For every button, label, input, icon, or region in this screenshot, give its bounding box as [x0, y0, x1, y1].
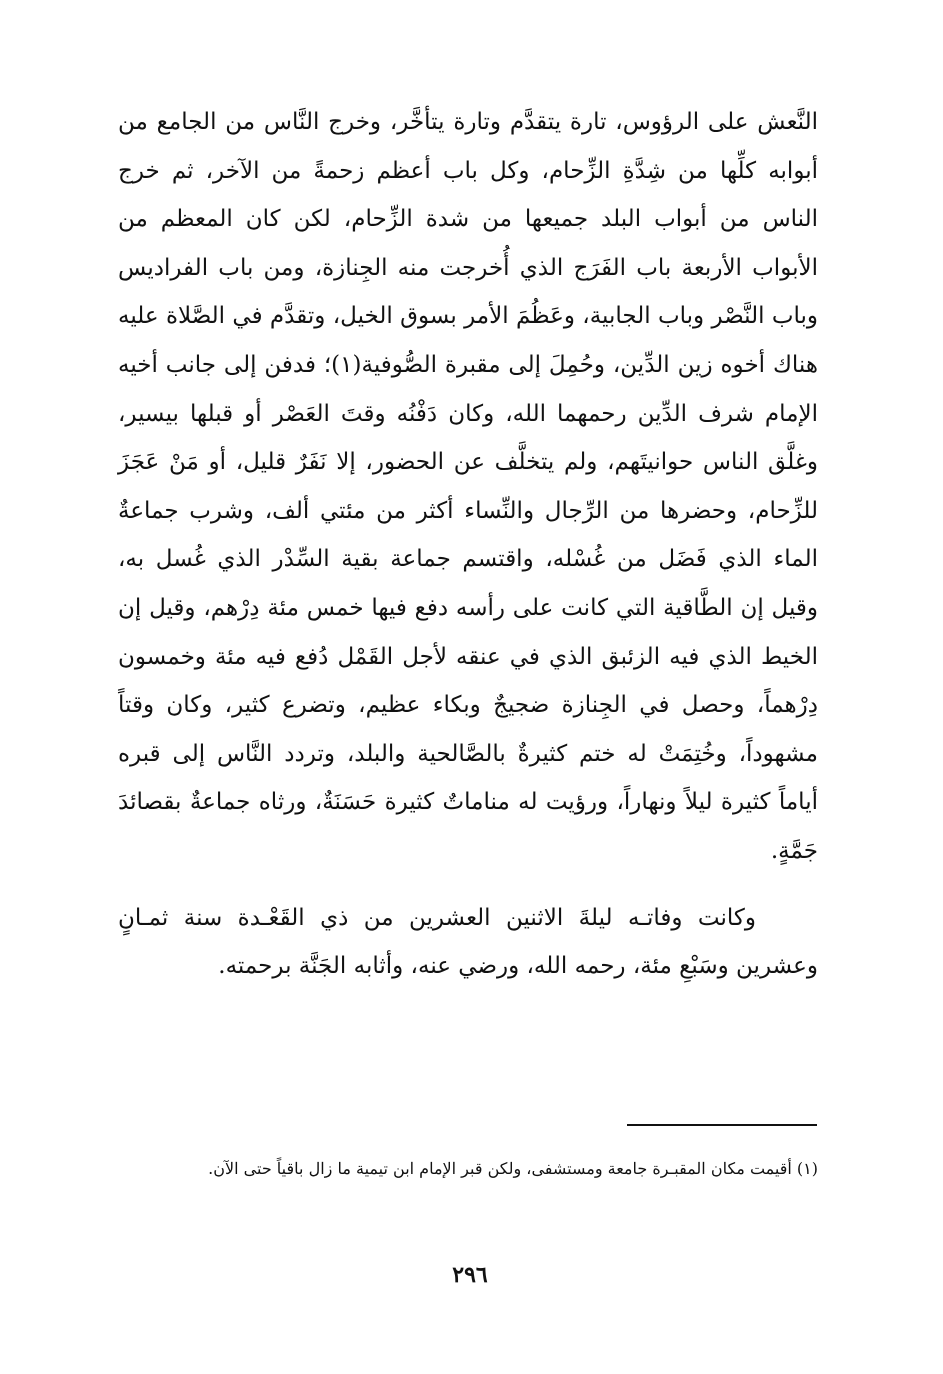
page-number: ٢٩٦ — [452, 1262, 488, 1288]
paragraph-2: وكانت وفاتـه ليلةَ الاثنين العشرين من ذي القَعْـدة سنة ثمـانٍ وعشرين وسَبْعِ مئة، رحمه الله، ورضي عنه، وأثابه الجَنَّة برحمته. — [118, 904, 818, 980]
footnote-1: (١) أقيمت مكان المقبـرة جامعة ومستشفى، ولكن قبر الإمام ابن تيمية ما زال باقياً حتى الآن. — [208, 1159, 818, 1178]
paragraph-1: النَّعش على الرؤوس، تارة يتقدَّم وتارة يتأخَّر، وخرج النَّاس من الجامع من أبوابه كلِّها من شِدَّةِ الزِّحام، وكل باب أعظم زحمةً من الآخر، ثم خرج الناس من أبواب البلد جميعها من شدة الزِّحام، لكن كان المعظم من الأبواب الأربعة باب الفَرَج الذي أُخرجت منه الجِنازة، ومن باب الفراديس وباب النَّصْر وباب الجابية، وعَظُمَ الأمر بسوق الخيل، وتقدَّم في الصَّلاة عليه هناك أخوه زين الدِّين، وحُمِلَ إلى مقبرة الصُّوفية(١)؛ فدفن إلى جانب أخيه الإمام شرف الدِّين رحمهما الله، وكان دَفْنُه وقتَ العَصْر أو قبلها بيسير، وغلَّق الناس حوانيتَهم، ولم يتخلَّف عن الحضور، إلا نَفَرٌ قليل، أو مَنْ عَجَزَ للزِّحام، وحضرها من الرِّجال والنِّساء أكثر من مئتي ألف، وشرب جماعةٌ الماء الذي فَضَل من غُسْله، واقتسم جماعة بقية السِّدْر الذي غُسل به، وقيل إن الطَّاقية التي كانت على رأسه دفع فيها خمس مئة دِرْهم، وقيل إن الخيط الذي فيه الزئبق الذي في عنقه لأجل القَمْل دُفع فيه مئة وخمسون دِرْهماً، وحصل في الجِنازة ضجيجٌ وبكاء عظيم، وتضرع كثير، وكان وقتاً مشهوداً، وخُتِمَتْ له ختم كثيرةٌ بالصَّالحية والبلد، وتردد النَّاس إلى قبره أياماً كثيرة ليلاً ونهاراً، ورؤيت له مناماتٌ كثيرة حَسَنَةٌ، ورثاه جماعةٌ بقصائدَ جَمَّةٍ. — [118, 109, 818, 864]
footnote-separator — [627, 1124, 817, 1126]
main-text — [118, 98, 818, 991]
